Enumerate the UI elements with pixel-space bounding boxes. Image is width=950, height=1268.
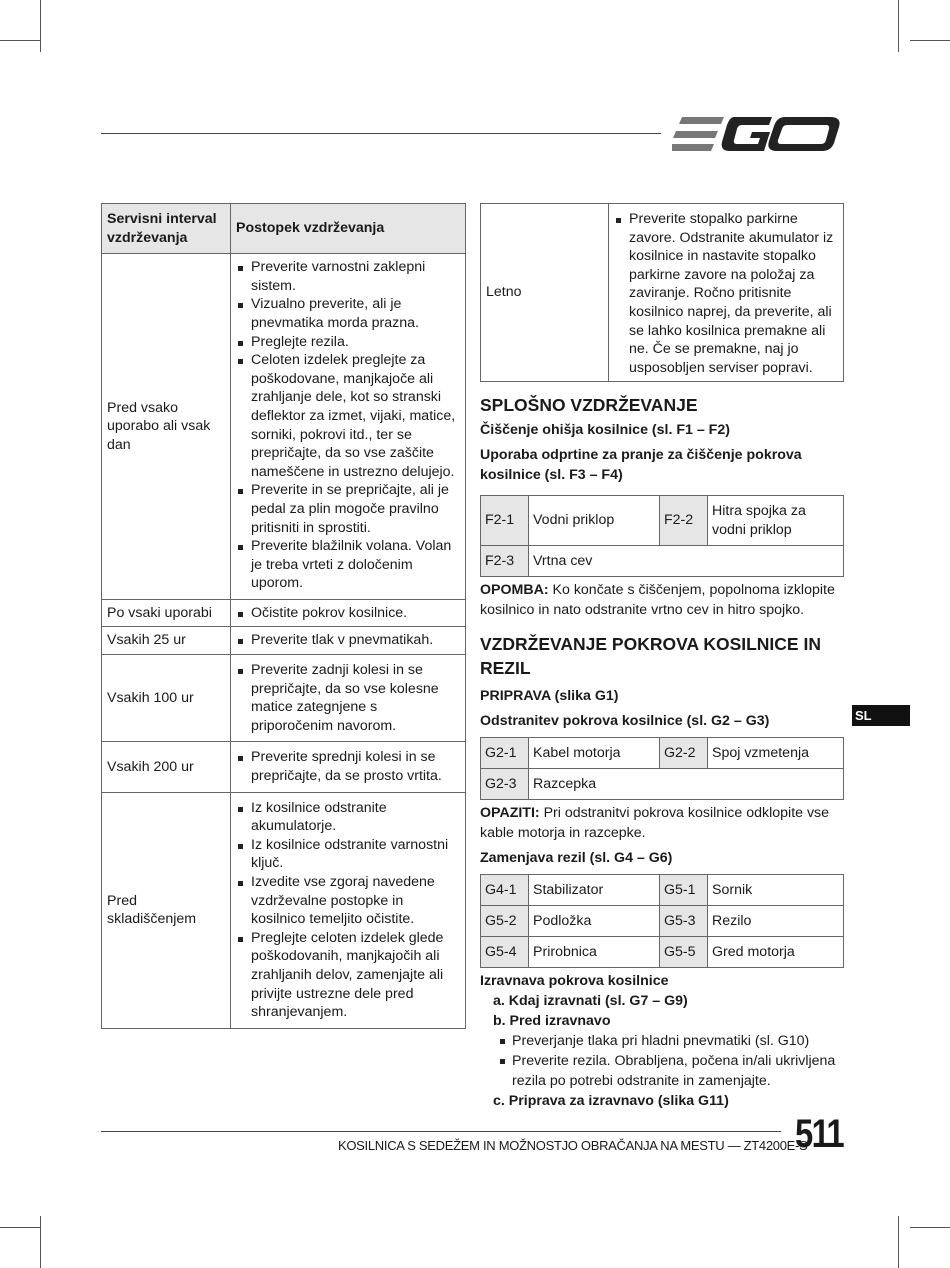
page-number: 511 [795,1112,843,1156]
subheading: Izravnava pokrova kosilnice [480,973,669,989]
maintenance-schedule-table [101,203,466,1029]
list-item: Očistite pokrov kosilnice. [236,604,460,623]
crop-mark [898,1216,899,1268]
legend-value: Rezilo [708,906,844,937]
list-item: Iz kosilnice odstranite akumulatorje. [236,799,460,836]
header-rule [101,133,661,134]
list-item: Izvedite vse zgoraj navedene vzdrževalne postopke in kosilnico temeljito očistite. [236,873,460,929]
subheading: Čiščenje ohišja kosilnice (sl. F1 – F2) [480,422,730,438]
deck-maintenance-heading: VZDRŽEVANJE POKROVA KOSILNICE IN REZIL [480,634,821,678]
note-paragraph [480,580,844,620]
list-item: Preglejte celoten izdelek glede poškodovanih, manjkajočih ali zrahljanih delov, zamenjajte ali privijte ustrezne dele pred shranjevanjem. [236,929,460,1022]
legend-value: Kabel motorja [529,738,660,769]
legend-value: Sornik [708,875,844,906]
table-row [102,742,466,792]
list-item: Celoten izdelek preglejte za poškodovane, manjkajoče ali zrahljanje dele, kot so stranski deflektor za izmet, vijaki, matice, sorniki, pokrovi itd., ter se prepričajte, da so vse zaščite nameščene in ustrezno delujejo. [236,351,460,481]
list-item: Preverjanje tlaka pri hladni pnevmatiki (sl. G10) [498,1031,844,1051]
header-interval: Servisni interval vzdrževanja [102,204,231,254]
legend-table-g2 [480,737,844,800]
crop-mark [910,1227,950,1228]
list-item: Preverite stopalko parkirne zavore. Odstranite akumulator iz kosilnice in nastavite stopalko parkirne zavore na položaj za zaviranje. Ročno pritisnite kosilnico naprej, da preverite, ali se lahko kosilnica premakne ali ne. Če se premakne, naj jo usposobljen serviser popravi. [614,210,838,377]
note-paragraph [480,803,844,843]
note-text: Pri odstranitvi pokrova kosilnice odklopite vse kable motorja in razcepke. [480,805,830,841]
note-label: OPOMBA: [480,582,549,598]
list-item: Preverite varnostni zaklepni sistem. [236,258,460,295]
list-item: Preverite sprednji kolesi in se prepričajte, da se prosto vrtita. [236,748,460,785]
interval-cell: Pred vsako uporabo ali vsak dan [102,254,231,600]
list-item: Vizualno preverite, ali je pnevmatika morda prazna. [236,295,460,332]
crop-mark [40,1216,41,1268]
step-b: b. Pred izravnavo [493,1013,611,1029]
legend-key: G5-4 [481,937,529,968]
legend-value: Podložka [529,906,660,937]
legend-value: Vrtna cev [529,546,844,577]
legend-value: Spoj vzmetenja [708,738,844,769]
legend-key: G5-1 [660,875,708,906]
legend-key: G2-1 [481,738,529,769]
subheading: PRIPRAVA (slika G1) [480,688,619,704]
step-a: a. Kdaj izravnati (sl. G7 – G9) [493,993,688,1009]
crop-mark [910,40,950,41]
legend-key: G5-5 [660,937,708,968]
subheading: Odstranitev pokrova kosilnice (sl. G2 – G3) [480,713,770,729]
legend-value: Gred motorja [708,937,844,968]
interval-cell: Po vsaki uporabi [102,599,231,627]
table-row [102,254,466,600]
legend-key: F2-2 [660,496,708,546]
table-row [102,627,466,655]
legend-table-g4-g5 [480,874,844,968]
list-item: Preverite zadnji kolesi in se prepričajte, da so vse kolesne matice zategnjene s priporočenim navorom. [236,661,460,735]
interval-cell: Vsakih 100 ur [102,655,231,742]
legend-value: Vodni priklop [529,496,660,546]
general-maintenance-heading: SPLOŠNO VZDRŽEVANJE [480,395,698,415]
note-text: Ko končate s čiščenjem, popolnoma izklopite kosilnico in nato odstranite vrtno cev in hitro spojko. [480,582,835,618]
subheading: Zamenjava rezil (sl. G4 – G6) [480,850,673,866]
list-item: Preverite rezila. Obrabljena, počena in/ali ukrivljena rezila po potrebi odstranite in zamenjajte. [498,1051,844,1091]
crop-mark [0,40,40,41]
table-row [102,599,466,627]
legend-key: G5-3 [660,906,708,937]
legend-key: F2-3 [481,546,529,577]
legend-value: Razcepka [529,769,844,800]
table-row [102,655,466,742]
legend-key: G2-3 [481,769,529,800]
legend-table-f2 [480,495,844,577]
legend-value: Stabilizator [529,875,660,906]
step-c: c. Priprava za izravnavo (slika G11) [493,1093,729,1109]
list-item: Preverite in se prepričajte, ali je pedal za plin mogoče pravilno pritisniti in sprostiti. [236,481,460,537]
interval-cell: Pred skladiščenjem [102,792,231,1028]
interval-cell: Vsakih 200 ur [102,742,231,792]
language-tab: SL [852,705,910,726]
leveling-section [480,971,844,1111]
footer-text: KOSILNICA S SEDEŽEM IN MOŽNOSTJO OBRAČANJA NA MESTU — ZT4200E-S [338,1138,808,1153]
crop-mark [0,1227,40,1228]
crop-mark [40,0,41,52]
header-procedure: Postopek vzdrževanja [231,204,466,254]
legend-key: F2-1 [481,496,529,546]
legend-value: Prirobnica [529,937,660,968]
subheading: Uporaba odprtine za pranje za čiščenje pokrova kosilnice (sl. F3 – F4) [480,447,802,483]
legend-key: G4-1 [481,875,529,906]
table-row [481,204,844,382]
list-item: Preglejte rezila. [236,333,460,352]
crop-mark [898,0,899,52]
legend-value: Hitra spojka za vodni priklop [708,496,844,546]
list-item: Iz kosilnice odstranite varnostni ključ. [236,836,460,873]
yearly-maintenance-table [480,203,844,382]
note-label: OPAZITI: [480,805,540,821]
list-item: Preverite blažilnik volana. Volan je treba vrteti z določenim uporom. [236,537,460,593]
legend-key: G2-2 [660,738,708,769]
footer-rule [101,1131,781,1132]
ego-logo [672,113,844,155]
legend-key: G5-2 [481,906,529,937]
list-item: Preverite tlak v pnevmatikah. [236,631,460,650]
interval-cell: Letno [481,204,609,382]
table-row [102,792,466,1028]
interval-cell: Vsakih 25 ur [102,627,231,655]
